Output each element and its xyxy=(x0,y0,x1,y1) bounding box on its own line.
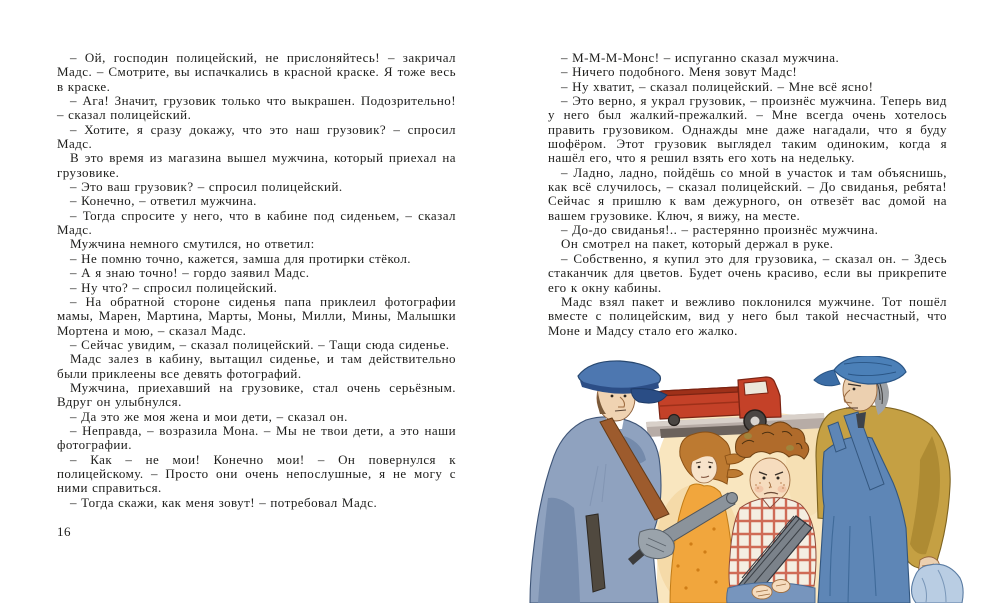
paragraph: – М-М-М-Монс! – испуганно сказал мужчина. xyxy=(561,50,840,65)
paragraph: – Неправда, – возразила Мона. – Мы не твои дети, а это наши фотографии. xyxy=(57,422,456,453)
paragraph: – На обратной стороне сиденья папа приклеил фотографии мамы, Марен, Мартина, Марты, Моны, Милли, Мины, Малышки Мортена и мою, – сказал Мадс. xyxy=(57,293,456,338)
boy-with-package xyxy=(726,422,820,603)
paragraph: Мужчина немного смутился, но ответил: xyxy=(70,236,315,252)
paragraph: – До-до свиданья!.. – растерянно произнёс мужчина. xyxy=(561,222,879,238)
illustration-watercolor xyxy=(528,356,964,603)
paragraph: Он смотрел на пакет, который держал в руке. xyxy=(561,236,834,252)
page-number: 16 xyxy=(57,524,71,539)
paragraph: – А я знаю точно! – гордо заявил Мадс. xyxy=(70,265,310,281)
paragraph: – Сейчас увидим, – сказал полицейский. – Тащи сюда сиденье. xyxy=(70,336,450,352)
man-in-cap-with-bag xyxy=(814,356,963,603)
paragraph: – Не помню точно, кажется, замша для протирки стёкол. xyxy=(70,250,411,266)
paragraph: – Тогда спросите у него, что в кабине под сиденьем, – сказал Мадс. xyxy=(57,207,456,238)
paragraph: – Хотите, я сразу докажу, что это наш грузовик? – спросил Мадс. xyxy=(57,121,456,152)
paragraph: – Ну хватит, – сказал полицейский. – Мне всё ясно! xyxy=(561,78,874,94)
paragraph: – Ладно, ладно, пойдёшь со мной в участок и там объяснишь, как всё случилось, – сказал полицейский. – До свиданья, ребята! Сейчас я пришлю к вам дежурного, он отвезёт вас домой на вашем грузовике. Ключ, я вижу, на месте. xyxy=(548,164,947,223)
left-page xyxy=(57,50,456,539)
paragraph: Мужчина, приехавший на грузовике, стал очень серьёзным. Вдруг он улыбнулся. xyxy=(57,379,456,410)
paragraph: – Собственно, я купил это для грузовика, – сказал он. – Здесь стаканчик для цветов. Будет очень красиво, если вы прикрепите его к окну кабины. xyxy=(548,250,947,295)
paragraph: – Ой, господин полицейский, не прислоняйтесь! – закричал Мадс. – Смотрите, вы испачкались в красной краске. Я тоже весь в краске. xyxy=(57,50,456,94)
paragraph: – Ничего подобного. Меня зовут Мадс! xyxy=(561,64,798,80)
paragraph: – Да это же моя жена и мои дети, – сказал он. xyxy=(70,408,348,424)
paragraph: – Конечно, – ответил мужчина. xyxy=(70,193,257,209)
right-page xyxy=(548,51,947,338)
paragraph: Мадс взял пакет и вежливо поклонился мужчине. Тот пошёл вместе с полицейским, вид у него был такой несчастный, что Моне и Мадсу стало его жалко. xyxy=(548,293,947,338)
paragraph: – Тогда скажи, как меня зовут! – потребовал Мадс. xyxy=(70,494,378,510)
paragraph: Мадс залез в кабину, вытащил сиденье, и там действительно были приклеены все девять фотографий. xyxy=(57,351,456,381)
paragraph: В это время из магазина вышел мужчина, который приехал на грузовике. xyxy=(57,150,456,180)
paragraph: – Это ваш грузовик? – спросил полицейский. xyxy=(70,179,343,195)
paragraph: – Ага! Значит, грузовик только что выкрашен. Подозрительно! – сказал полицейский. xyxy=(57,93,456,123)
paragraph: – Ну что? – спросил полицейский. xyxy=(70,279,278,295)
paragraph: – Как – не мои! Конечно мои! – Он повернулся к полицейскому. – Просто они очень непослушные, я не могу с ними справиться. xyxy=(57,451,456,496)
paragraph: – Это верно, я украл грузовик, – произнёс мужчина. Теперь вид у него был жалкий-прежалкий. – Мне всегда очень хотелось править грузовиком. Однажды мне даже нагадали, что я буду шофёром. Этот грузовик выглядел таким одиноким, когда я нашёл его, что я решил взять его хоть на недельку. xyxy=(548,93,947,166)
